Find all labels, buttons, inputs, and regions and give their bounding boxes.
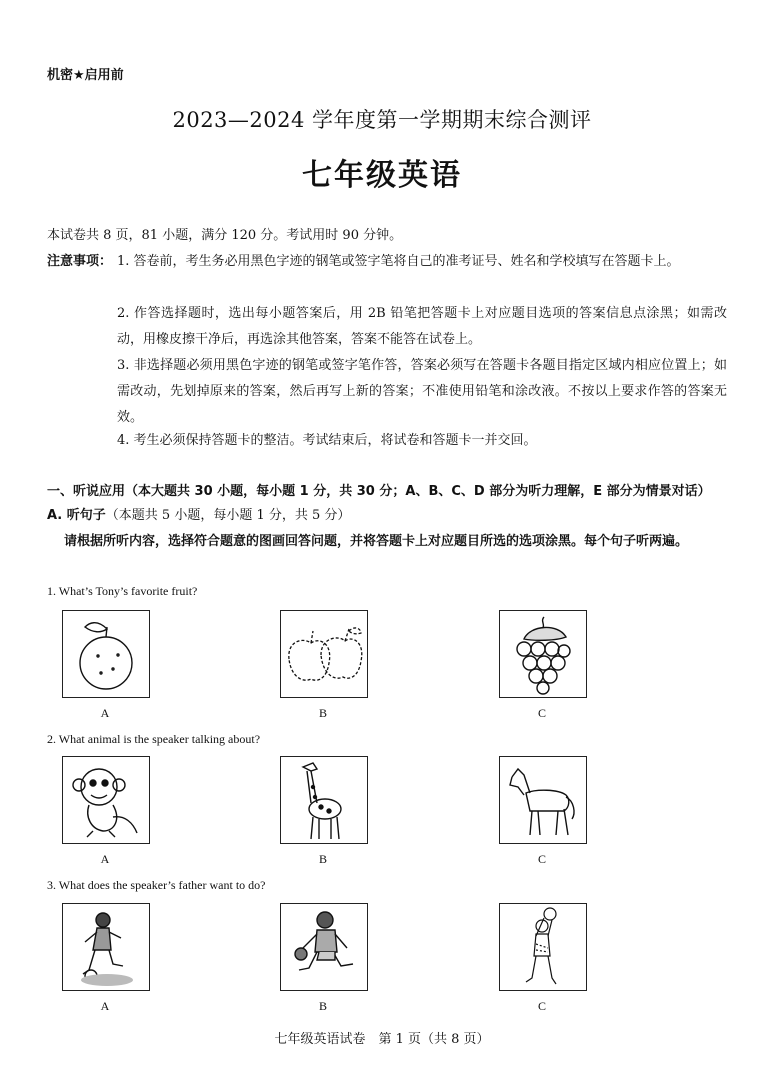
note-item: 1. 答卷前，考生务必用黑色字迹的钢笔或签字笔将自己的准考证号、姓名和学校填写在答题卡上。 [117,254,680,269]
volleyball-player-icon [499,903,587,991]
grapes-icon [499,610,587,698]
part-heading [47,505,350,527]
confidential-mark: 机密★启用前 [47,68,124,83]
note-item: 2. 作答选择题时，选出每小题答案后，用 2B 铅笔把答题卡上对应题目选项的答案信息点涂黑；如需改动，用橡皮擦干净后，再选涂其他答案，答案不能答在试卷上。 [117,306,727,347]
exam-title: 2023—2024 学年度第一学期期末综合测评 [172,108,592,132]
option-label: B [318,852,327,866]
exam-intro: 本试卷共 8 页，81 小题，满分 120 分。考试用时 90 分钟。 [47,228,403,243]
apples-icon [280,610,368,698]
question-2-text: 2. What animal is the speaker talking about? [47,732,261,746]
notes-label: 注意事项： [47,254,113,269]
page-footer: 七年级英语试卷 第 1 页（共 8 页） [274,1032,490,1047]
option-label: A [100,852,110,866]
orange-icon [62,610,150,698]
part-label: A. 听句子 [47,508,106,523]
question-1-text: 1. What’s Tony’s favorite fruit? [47,584,198,598]
soccer-player-icon [62,903,150,991]
note-item: 4. 考生必须保持答题卡的整洁。考试结束后，将试卷和答题卡一并交回。 [117,433,537,448]
option-label: C [537,706,546,720]
basketball-player-icon [280,903,368,991]
giraffe-icon [280,756,368,844]
exam-subject: 七年级英语 [302,158,462,193]
monkey-icon [62,756,150,844]
option-label: A [100,999,110,1013]
part-detail: （本题共 5 小题，每小题 1 分，共 5 分） [105,508,351,523]
note-item: 3. 非选择题必须用黑色字迹的钢笔或签字笔作答，答案必须写在答题卡各题目指定区域内相应位置上；如需改动，先划掉原来的答案，然后再写上新的答案；不准使用铅笔和涂改液。不按以上要求作答的答案无效。 [117,358,727,425]
section-heading: 一、听说应用（本大题共 30 小题，每小题 1 分，共 30 分；A、B、C、D 部分为听力理解，E 部分为情景对话） [47,484,711,499]
option-label: A [100,706,110,720]
option-label: C [537,852,546,866]
option-label: B [318,999,327,1013]
horse-icon [499,756,587,844]
option-label: B [318,706,327,720]
option-label: C [537,999,546,1013]
part-instruction: 请根据所听内容，选择符合题意的图画回答问题，并将答题卡上对应题目所选的选项涂黑。每个句子听两遍。 [64,534,689,549]
question-3-text: 3. What does the speaker’s father want to do? [47,878,266,892]
